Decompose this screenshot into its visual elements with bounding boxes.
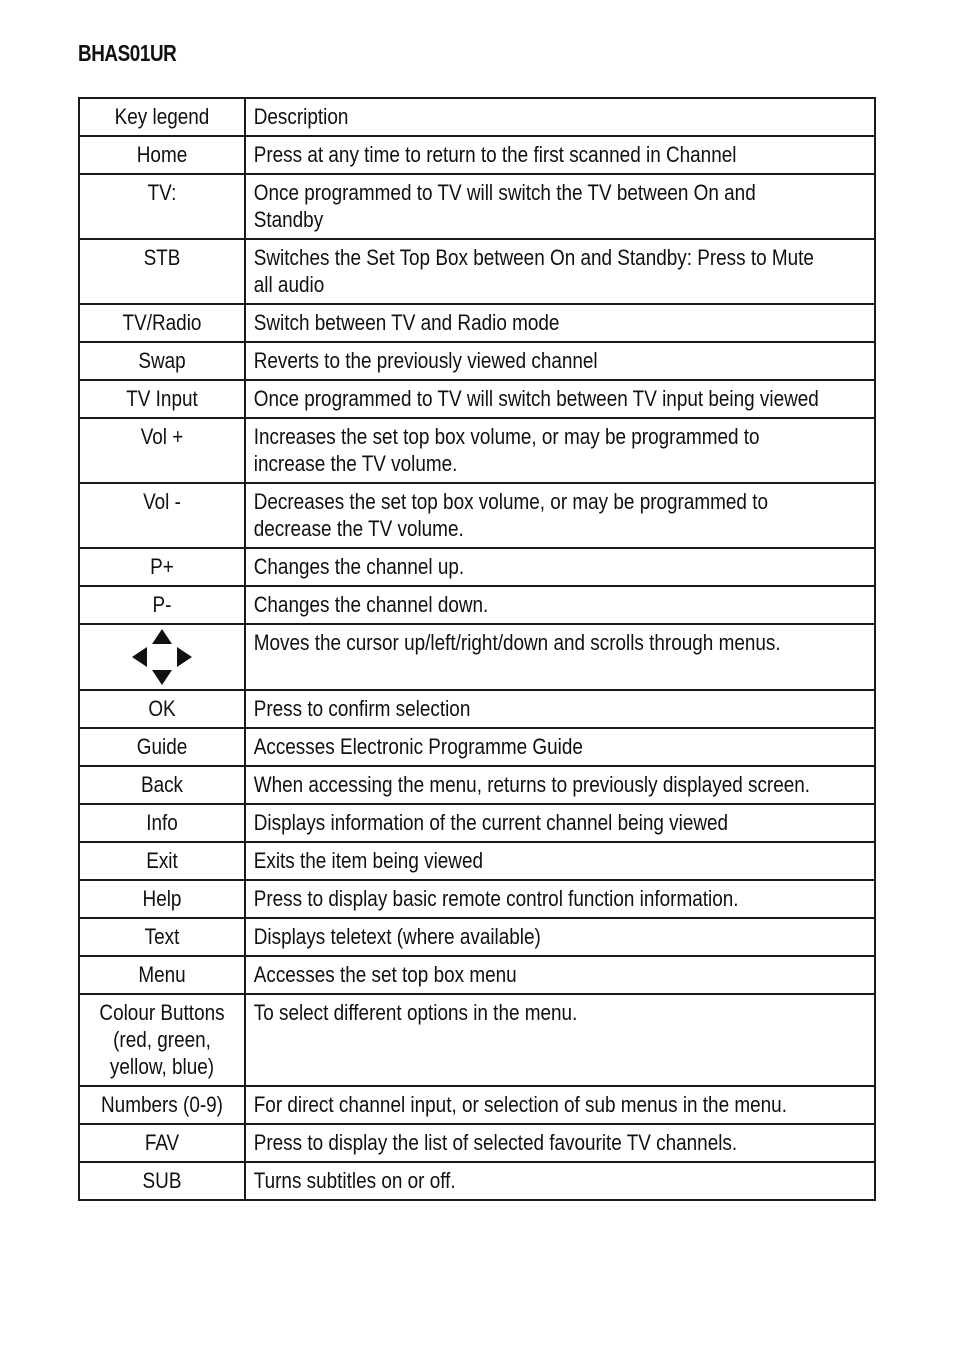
description-cell (245, 842, 875, 880)
description-text: Accesses Electronic Programme Guide (253, 734, 583, 759)
description-text: When accessing the menu, returns to previously displayed screen. (253, 772, 811, 797)
key-label: SUB (142, 1168, 182, 1193)
description-text: Press at any time to return to the first scanned in Channel (253, 142, 737, 167)
key-cell (79, 690, 245, 728)
table-row (79, 483, 875, 548)
description-text: Once programmed to TV will switch the TV between On and Standby (253, 180, 756, 232)
description-cell (245, 342, 875, 380)
table-row (79, 304, 875, 342)
table-row (79, 1162, 875, 1200)
description-cell (245, 728, 875, 766)
description-text: Once programmed to TV will switch between TV input being viewed (253, 386, 819, 411)
key-label: Help (142, 886, 182, 911)
table-row (79, 690, 875, 728)
description-text: Accesses the set top box menu (253, 962, 517, 987)
key-label: OK (148, 696, 176, 721)
description-cell (245, 174, 875, 239)
key-label: TV: (147, 180, 177, 205)
header-key-cell (79, 98, 245, 136)
description-cell (245, 918, 875, 956)
key-cell (79, 766, 245, 804)
description-text: To select different options in the menu. (253, 1000, 578, 1025)
key-label: P+ (150, 554, 174, 579)
key-cell (79, 342, 245, 380)
key-label: Vol - (143, 489, 181, 514)
key-cell (79, 842, 245, 880)
key-label: Vol + (140, 424, 184, 449)
key-label: Swap (138, 348, 186, 373)
description-text: Displays information of the current channel being viewed (253, 810, 729, 835)
key-cell (79, 418, 245, 483)
description-cell (245, 1124, 875, 1162)
description-text: Increases the set top box volume, or may be programmed to increase the TV volume. (253, 424, 760, 476)
key-cell (79, 548, 245, 586)
description-text: Turns subtitles on or off. (253, 1168, 456, 1193)
key-label: P- (152, 592, 172, 617)
description-text: Changes the channel down. (253, 592, 489, 617)
key-cell (79, 380, 245, 418)
description-cell (245, 586, 875, 624)
description-cell (245, 548, 875, 586)
key-label: Info (146, 810, 178, 835)
key-cell (79, 136, 245, 174)
key-label: Guide (136, 734, 188, 759)
table-row (79, 1086, 875, 1124)
table-row (79, 994, 875, 1086)
description-text: Press to display the list of selected favourite TV channels. (253, 1130, 738, 1155)
description-text: Exits the item being viewed (253, 848, 483, 873)
table-row (79, 380, 875, 418)
key-cell (79, 1124, 245, 1162)
key-cell (79, 804, 245, 842)
key-cell (79, 918, 245, 956)
description-cell (245, 483, 875, 548)
key-cell (79, 174, 245, 239)
key-label: TV/Radio (122, 310, 202, 335)
model-code: BHAS01UR (78, 40, 177, 66)
key-label: STB (143, 245, 181, 270)
description-text: For direct channel input, or selection of sub menus in the menu. (253, 1092, 787, 1117)
description-cell (245, 804, 875, 842)
table-row (79, 586, 875, 624)
description-cell (245, 1086, 875, 1124)
description-cell (245, 380, 875, 418)
table-header-row (79, 98, 875, 136)
key-label: FAV (144, 1130, 180, 1155)
key-label: Exit (146, 848, 178, 873)
key-cell (79, 728, 245, 766)
table-row (79, 918, 875, 956)
table-row (79, 174, 875, 239)
table-row (79, 728, 875, 766)
description-cell (245, 624, 875, 690)
description-cell (245, 1162, 875, 1200)
header-description-cell (245, 98, 875, 136)
header-key-label: Key legend (114, 104, 210, 129)
table-row (79, 766, 875, 804)
description-cell (245, 880, 875, 918)
description-text: Changes the channel up. (253, 554, 465, 579)
description-text: Moves the cursor up/left/right/down and scrolls through menus. (253, 630, 781, 655)
table-row (79, 624, 875, 690)
table-row (79, 880, 875, 918)
key-label: Home (136, 142, 188, 167)
description-cell (245, 136, 875, 174)
description-text: Displays teletext (where available) (253, 924, 541, 949)
table-row (79, 136, 875, 174)
key-cell (79, 624, 245, 690)
description-cell (245, 304, 875, 342)
key-cell (79, 239, 245, 304)
table-row (79, 804, 875, 842)
key-cell (79, 483, 245, 548)
description-cell (245, 766, 875, 804)
key-cell (79, 586, 245, 624)
key-cell (79, 880, 245, 918)
key-label: Back (140, 772, 184, 797)
description-text: Switches the Set Top Box between On and Standby: Press to Mute all audio (253, 245, 814, 297)
key-cell (79, 994, 245, 1086)
description-text: Press to display basic remote control function information. (253, 886, 739, 911)
key-label: TV Input (126, 386, 198, 411)
table-row (79, 342, 875, 380)
key-label: Colour Buttons (red, green, yellow, blue) (99, 1000, 225, 1079)
table-row (79, 548, 875, 586)
table-row (79, 842, 875, 880)
key-label: Menu (138, 962, 186, 987)
key-cell (79, 956, 245, 994)
table-row (79, 956, 875, 994)
table-row (79, 418, 875, 483)
description-text: Reverts to the previously viewed channel (253, 348, 598, 373)
key-cell (79, 1086, 245, 1124)
description-text: Switch between TV and Radio mode (253, 310, 560, 335)
key-label: Text (144, 924, 180, 949)
key-cell (79, 1162, 245, 1200)
description-cell (245, 418, 875, 483)
table-row (79, 1124, 875, 1162)
key-label: Numbers (0-9) (101, 1092, 223, 1117)
directional-arrows-icon (130, 627, 194, 687)
description-text: Decreases the set top box volume, or may be programmed to decrease the TV volume. (253, 489, 768, 541)
header-description-label: Description (253, 104, 349, 129)
description-text: Press to confirm selection (253, 696, 471, 721)
description-cell (245, 956, 875, 994)
description-cell (245, 239, 875, 304)
description-cell (245, 994, 875, 1086)
description-cell (245, 690, 875, 728)
table-row (79, 239, 875, 304)
key-cell (79, 304, 245, 342)
key-legend-table (78, 97, 876, 1201)
